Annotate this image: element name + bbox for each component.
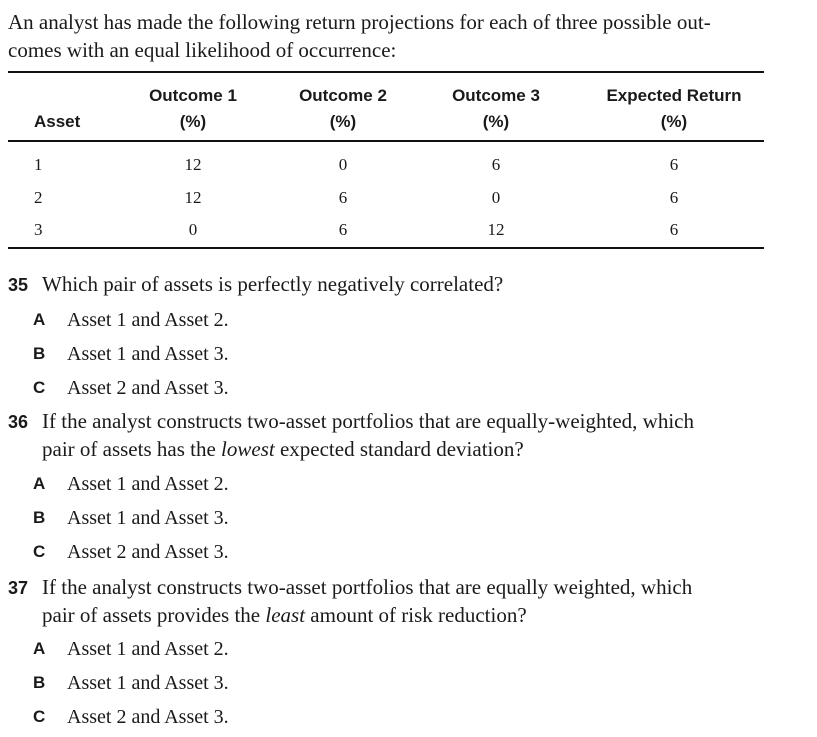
header-outcome-3-label: Outcome 3 (452, 86, 540, 105)
table-cell: 6 (338, 220, 348, 239)
option-letter: C (33, 378, 46, 397)
option-text: Asset 2 and Asset 3. (67, 706, 229, 728)
option-text: Asset 1 and Asset 2. (67, 473, 229, 495)
table-cell: 3 (34, 220, 43, 239)
table-header-rule (8, 140, 764, 142)
option-text: Asset 2 and Asset 3. (67, 377, 229, 399)
header-outcome-3-unit: (%) (482, 112, 510, 131)
question-text: If the analyst constructs two-asset portfolios that are equally-weighted, which pair of assets has the lowest expected standard deviation? (42, 409, 694, 461)
table-cell: 1 (34, 155, 43, 174)
emphasis-word: least (265, 603, 306, 627)
header-expected-return-label: Expected Return (606, 86, 742, 105)
option-text: Asset 1 and Asset 2. (67, 638, 229, 660)
header-expected-return (584, 83, 764, 135)
option-letter: A (33, 310, 46, 329)
header-outcome-3 (431, 83, 561, 135)
option-text: Asset 1 and Asset 3. (67, 507, 229, 529)
table-cell: 12 (487, 220, 505, 239)
table-cell: 0 (188, 220, 198, 239)
option-text: Asset 2 and Asset 3. (67, 541, 229, 563)
table-cell: 12 (184, 155, 202, 174)
header-asset-label: Asset (34, 112, 81, 131)
question-number: 37 (8, 578, 29, 598)
option-text: Asset 1 and Asset 2. (67, 309, 229, 331)
option-text: Asset 1 and Asset 3. (67, 672, 229, 694)
header-asset (8, 83, 124, 135)
table-cell: 2 (34, 188, 43, 207)
table-top-rule (8, 71, 764, 73)
question-number: 35 (8, 275, 29, 295)
table-bottom-rule (8, 247, 764, 249)
option-letter: B (33, 673, 46, 692)
question-number: 36 (8, 412, 29, 432)
header-expected-return-unit: (%) (660, 112, 688, 131)
table-cell: 0 (338, 155, 348, 174)
header-outcome-2-unit: (%) (329, 112, 357, 131)
intro-line-1: An analyst has made the following return projections for each of three possible out- (8, 10, 711, 34)
option-letter: A (33, 474, 46, 493)
option-text: Asset 1 and Asset 3. (67, 343, 229, 365)
table-cell: 6 (491, 155, 501, 174)
table-cell: 6 (669, 220, 679, 239)
header-outcome-1 (128, 83, 258, 135)
header-outcome-2 (278, 83, 408, 135)
header-outcome-1-label: Outcome 1 (149, 86, 237, 105)
table-cell: 6 (669, 188, 679, 207)
question-text: If the analyst constructs two-asset portfolios that are equally weighted, which pair of assets provides the least amount of risk reduction? (42, 575, 693, 627)
option-letter: A (33, 639, 46, 658)
emphasis-word: lowest (221, 437, 275, 461)
option-letter: B (33, 508, 46, 527)
intro-line-2: comes with an equal likelihood of occurrence: (8, 38, 397, 62)
table-cell: 6 (669, 155, 679, 174)
table-cell: 12 (184, 188, 202, 207)
intro-paragraph (8, 8, 798, 64)
table-cell: 0 (491, 188, 501, 207)
table-cell: 6 (338, 188, 348, 207)
option-letter: B (33, 344, 46, 363)
header-outcome-1-unit: (%) (179, 112, 207, 131)
option-letter: C (33, 542, 46, 561)
header-outcome-2-label: Outcome 2 (299, 86, 387, 105)
option-letter: C (33, 707, 46, 726)
question-text: Which pair of assets is perfectly negatively correlated? (42, 272, 504, 296)
